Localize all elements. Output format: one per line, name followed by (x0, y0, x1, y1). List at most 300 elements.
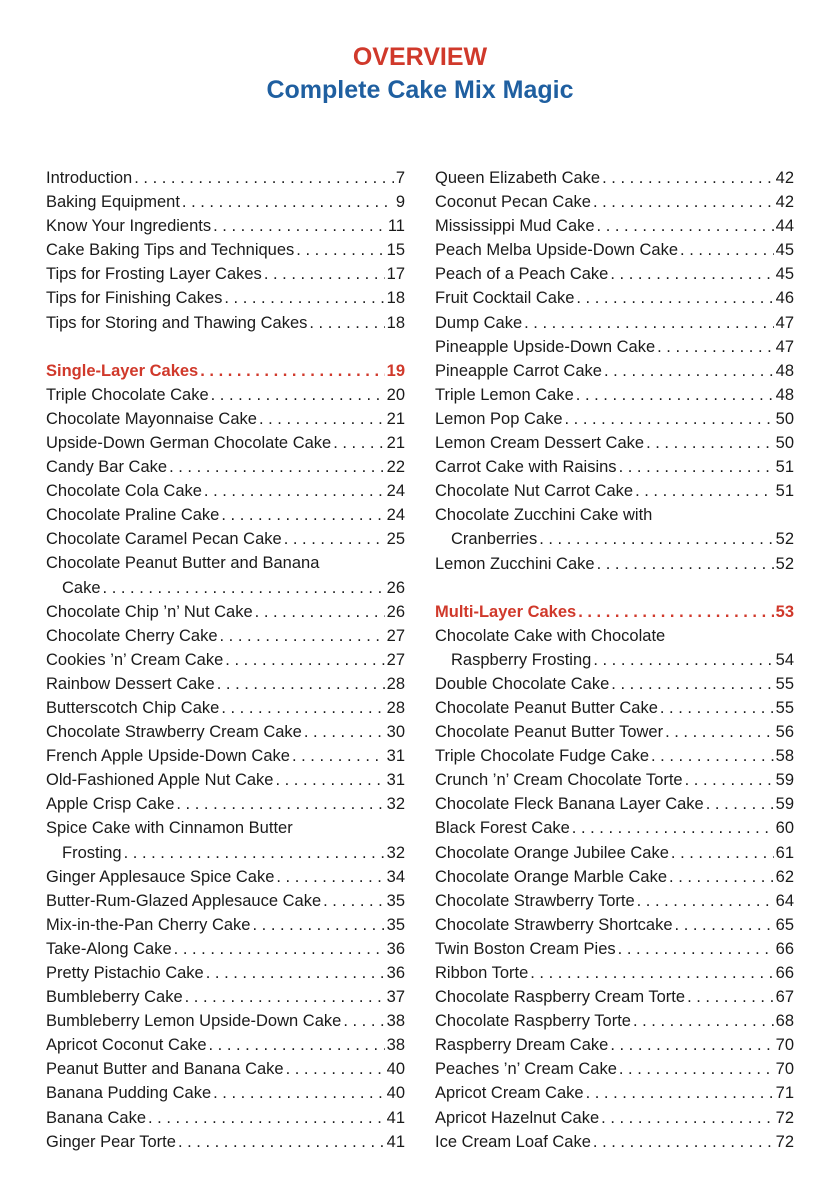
dot-leader (221, 503, 384, 527)
toc-page-number: 58 (775, 747, 794, 766)
toc-entry-title: Pineapple Upside-Down Cake (435, 337, 656, 356)
toc-entry-title: Apricot Hazelnut Cake (435, 1108, 600, 1127)
toc-page-number: 7 (395, 169, 405, 187)
toc-page-number: 21 (386, 433, 405, 452)
toc-entry-row (46, 431, 405, 455)
toc-page-number: 62 (775, 867, 794, 886)
toc-entry-title: Black Forest Cake (435, 819, 570, 838)
toc-entry-title: Chocolate Orange Marble Cake (435, 867, 668, 886)
toc-page-number: 50 (775, 434, 794, 453)
toc-entry (435, 335, 794, 359)
toc-page-number: 72 (775, 1132, 794, 1151)
toc-entry (46, 166, 405, 190)
toc-entry-title: Queen Elizabeth Cake (435, 169, 601, 187)
toc-page-number: 36 (386, 964, 405, 982)
toc-page-number: 18 (386, 313, 405, 332)
toc-entry-title: Butterscotch Chip Cake (46, 698, 220, 717)
toc-entry-title: Chocolate Orange Jubilee Cake (435, 843, 669, 862)
dot-leader (530, 961, 773, 985)
toc-entry-row (435, 407, 794, 431)
toc-entry-title: Cake (62, 578, 101, 597)
toc-entry-row (46, 1106, 405, 1130)
toc-page-number: 27 (386, 650, 405, 669)
toc-entry-title: Ribbon Torte (435, 964, 529, 982)
toc-page-number: 47 (775, 337, 794, 356)
dot-leader (292, 744, 385, 768)
toc-entry (46, 1130, 405, 1154)
toc-entry-row (435, 744, 794, 768)
dot-leader (524, 311, 774, 335)
toc-entry-title: Chocolate Mayonnaise Cake (46, 409, 257, 428)
toc-entry-row (46, 311, 405, 335)
dot-leader (275, 768, 384, 792)
dot-leader (610, 1033, 773, 1057)
toc-entry-row (46, 913, 405, 937)
toc-page-number: 30 (386, 723, 405, 742)
toc-entry (435, 431, 794, 455)
toc-entry-title: Chocolate Raspberry Torte (435, 1012, 631, 1031)
dot-leader (597, 552, 774, 576)
toc-entry (435, 455, 794, 479)
toc-entry-row (435, 985, 794, 1009)
section-spacer (435, 576, 794, 600)
toc-entry (46, 214, 405, 238)
toc-page-number: 65 (775, 915, 794, 934)
toc-page-number: 42 (775, 169, 794, 187)
toc-page-number: 26 (386, 578, 405, 597)
toc-entry (46, 600, 405, 624)
toc-entry (46, 311, 405, 335)
toc-entry-row (46, 1081, 405, 1105)
toc-entry-title: Tips for Frosting Layer Cakes (46, 265, 262, 284)
toc-entry-title: Take-Along Cake (46, 939, 172, 958)
toc-entry-title: Twin Boston Cream Pies (435, 939, 616, 958)
toc-entry-title: Bumbleberry Cake (46, 988, 183, 1007)
toc-entry (46, 551, 405, 599)
toc-entry-row (46, 744, 405, 768)
dot-leader (206, 961, 385, 985)
toc-entry-row (46, 841, 405, 865)
dot-leader (225, 648, 384, 672)
toc-entry-row (435, 792, 794, 816)
toc-entry-title: Pineapple Carrot Cake (435, 361, 602, 380)
dot-leader (593, 1130, 774, 1154)
toc-entry (46, 1081, 405, 1105)
toc-page-number: 18 (386, 289, 405, 308)
dot-leader (185, 985, 385, 1009)
toc-entry (46, 1033, 405, 1057)
dot-leader (633, 1009, 774, 1033)
toc-entry-title: Fruit Cocktail Cake (435, 289, 575, 308)
toc-entry-title: French Apple Upside-Down Cake (46, 747, 290, 766)
toc-page-number: 17 (386, 265, 405, 284)
toc-page-number: 47 (775, 313, 794, 332)
dot-leader (610, 262, 773, 286)
toc-entry-row (435, 1130, 794, 1154)
toc-entry (435, 744, 794, 768)
dot-leader (671, 841, 774, 865)
toc-page-number: 40 (386, 1084, 405, 1103)
toc-right-column (435, 166, 794, 1154)
dot-leader (637, 889, 774, 913)
toc-entry-row (435, 166, 794, 190)
dot-leader (618, 937, 774, 961)
dot-leader (669, 865, 774, 889)
dot-leader (309, 311, 384, 335)
toc-entry-title: Rainbow Dessert Cake (46, 674, 215, 693)
toc-entry (46, 624, 405, 648)
toc-entry (435, 696, 794, 720)
toc-entry-title: Pretty Pistachio Cake (46, 964, 204, 982)
dot-leader (252, 913, 384, 937)
toc-entry-title: Carrot Cake with Raisins (435, 458, 617, 477)
toc-page-number: 68 (775, 1012, 794, 1031)
toc-entry-title-line1: Spice Cake with Cinnamon Butter (46, 819, 293, 838)
toc-entry (435, 166, 794, 190)
toc-entry (46, 262, 405, 286)
toc-entry (435, 1033, 794, 1057)
dot-leader (619, 455, 774, 479)
dot-leader (685, 768, 774, 792)
toc-entry (46, 479, 405, 503)
toc-entry-row (435, 455, 794, 479)
toc-entry-title: Chocolate Raspberry Cream Torte (435, 988, 686, 1007)
toc-entry-row (435, 865, 794, 889)
toc-page-number: 52 (775, 530, 794, 549)
toc-entry (46, 407, 405, 431)
toc-entry-row (435, 238, 794, 262)
toc-entry-row (435, 1081, 794, 1105)
toc-page-number: 48 (775, 361, 794, 380)
toc-entry-title: Old-Fashioned Apple Nut Cake (46, 771, 274, 790)
toc-page-number: 9 (395, 193, 405, 212)
dot-leader (178, 1130, 385, 1154)
toc-entry-row (435, 311, 794, 335)
toc-entry-row (435, 768, 794, 792)
toc-entry-title: Chocolate Praline Cake (46, 506, 220, 525)
dot-leader (148, 1106, 385, 1130)
dot-leader (657, 335, 774, 359)
toc-entry-title: Chocolate Peanut Butter Tower (435, 723, 664, 742)
toc-page-number: 71 (775, 1084, 794, 1103)
dot-leader (200, 359, 384, 383)
dot-leader (217, 672, 385, 696)
dot-leader (213, 1081, 385, 1105)
toc-page-number: 11 (387, 217, 405, 236)
toc-page-number: 32 (386, 795, 405, 814)
toc-page-number: 70 (775, 1036, 794, 1055)
toc-page-number: 41 (386, 1108, 405, 1127)
dot-leader (675, 913, 774, 937)
dot-leader (665, 720, 774, 744)
toc-entry-title: Chocolate Peanut Butter Cake (435, 698, 658, 717)
toc-page-number: 21 (386, 409, 405, 428)
toc-entry-row (435, 672, 794, 696)
toc-entry-title: Tips for Finishing Cakes (46, 289, 223, 308)
toc-entry-row (435, 961, 794, 985)
toc-entry (46, 286, 405, 310)
toc-entry (435, 816, 794, 840)
dot-leader (604, 359, 774, 383)
toc-entry-title: Chocolate Nut Carrot Cake (435, 482, 634, 501)
dot-leader (182, 190, 394, 214)
toc-page-number: 37 (386, 988, 405, 1007)
toc-page-number: 53 (775, 602, 794, 621)
toc-entry-row (46, 1033, 405, 1057)
toc-entry (46, 1106, 405, 1130)
dot-leader (224, 286, 384, 310)
dot-leader (578, 600, 773, 624)
toc-entry-row (46, 479, 405, 503)
toc-entry-title-line1: Chocolate Cake with Chocolate (435, 626, 666, 645)
toc-page-number: 55 (775, 698, 794, 717)
toc-page-number: 51 (775, 458, 794, 477)
toc-entry-row (46, 455, 405, 479)
toc-entry (46, 816, 405, 864)
toc-entry-row (46, 527, 405, 551)
toc-entry-title: Chocolate Fleck Banana Layer Cake (435, 795, 704, 814)
toc-entry-row (46, 792, 405, 816)
toc-page-number: 24 (386, 506, 405, 525)
toc-entry-row (435, 1009, 794, 1033)
toc-entry-title: Candy Bar Cake (46, 458, 168, 477)
toc-page-number: 60 (775, 819, 794, 838)
toc-entry-row (46, 214, 405, 238)
toc-page-number: 28 (386, 698, 405, 717)
toc-entry-row (435, 1033, 794, 1057)
toc-page-number: 56 (775, 723, 794, 742)
dot-leader (593, 648, 773, 672)
dot-leader (586, 1081, 774, 1105)
toc-page-number: 36 (386, 939, 405, 958)
toc-entry-title: Frosting (62, 843, 122, 862)
dot-leader (619, 1057, 774, 1081)
toc-entry-row (46, 383, 405, 407)
toc-entry-row (46, 503, 405, 527)
toc-page-number: 45 (775, 241, 794, 260)
toc-entry-row (46, 600, 405, 624)
toc-entry-row (435, 1057, 794, 1081)
toc-entry (46, 744, 405, 768)
toc-page-number: 67 (775, 988, 794, 1007)
dot-leader (264, 262, 385, 286)
toc-entry-title: Multi-Layer Cakes (435, 602, 577, 621)
dot-leader (601, 1106, 773, 1130)
toc-entry (435, 238, 794, 262)
toc-entry-row (435, 1106, 794, 1130)
toc-entry-title: Coconut Pecan Cake (435, 193, 591, 212)
toc-entry-title: Ginger Pear Torte (46, 1132, 176, 1151)
toc-entry-title: Lemon Pop Cake (435, 409, 563, 428)
toc-page-number: 25 (386, 530, 405, 549)
toc-page-number: 59 (775, 771, 794, 790)
toc-entry-row (435, 816, 794, 840)
dot-leader (169, 455, 385, 479)
toc-entry (435, 985, 794, 1009)
dot-leader (103, 576, 385, 600)
dot-leader (304, 720, 385, 744)
toc-entry (46, 672, 405, 696)
toc-entry (435, 407, 794, 431)
toc-entry-row (46, 720, 405, 744)
toc-page-number: 59 (775, 795, 794, 814)
toc-entry-title: Chocolate Cherry Cake (46, 626, 218, 645)
toc-entry-title: Chocolate Caramel Pecan Cake (46, 530, 282, 549)
toc-entry (46, 865, 405, 889)
toc-entry-row (435, 600, 794, 624)
toc-entry (46, 648, 405, 672)
toc-entry-title-line1: Chocolate Peanut Butter and Banana (46, 554, 320, 573)
dot-leader (134, 166, 394, 190)
toc-entry-title: Cake Baking Tips and Techniques (46, 241, 295, 260)
page-header (0, 40, 840, 106)
toc-entry-title: Peaches ’n’ Cream Cake (435, 1060, 617, 1079)
toc-entry (435, 672, 794, 696)
toc-entry (435, 1130, 794, 1154)
dot-leader (651, 744, 774, 768)
toc-entry-title: Chocolate Strawberry Shortcake (435, 915, 673, 934)
toc-entry (435, 286, 794, 310)
toc-entry (46, 985, 405, 1009)
dot-leader (611, 672, 773, 696)
toc-entry-row (46, 937, 405, 961)
toc-entry-row (435, 335, 794, 359)
toc-entry-row (435, 696, 794, 720)
toc-entry-title: Mix-in-the-Pan Cherry Cake (46, 915, 251, 934)
toc-entry (435, 792, 794, 816)
dot-leader (539, 527, 773, 551)
dot-leader (646, 431, 774, 455)
toc-entry-row (46, 286, 405, 310)
toc-entry (435, 479, 794, 503)
toc-entry-title: Apple Crisp Cake (46, 795, 175, 814)
toc-entry (46, 720, 405, 744)
toc-entry (46, 238, 405, 262)
toc-page-number: 70 (775, 1060, 794, 1079)
dot-leader (565, 407, 774, 431)
toc-entry-title: Cranberries (451, 530, 538, 549)
toc-page-number: 28 (386, 674, 405, 693)
toc-entry-title: Mississippi Mud Cake (435, 217, 595, 236)
toc-entry-row (435, 286, 794, 310)
toc-entry (435, 768, 794, 792)
toc-entry (46, 190, 405, 214)
toc-entry-row (435, 431, 794, 455)
toc-entry-row (435, 889, 794, 913)
toc-entry-title: Introduction (46, 169, 133, 187)
toc-entry (435, 383, 794, 407)
toc-entry (435, 865, 794, 889)
page-title: Complete Cake Mix Magic (266, 76, 574, 104)
toc-page-number: 52 (775, 554, 794, 573)
toc-page-number: 51 (775, 482, 794, 501)
toc-entry-row (46, 672, 405, 696)
toc-entry (46, 503, 405, 527)
toc-entry (46, 431, 405, 455)
toc-entry-title: Single-Layer Cakes (46, 361, 199, 380)
dot-leader (259, 407, 385, 431)
toc-entry (46, 527, 405, 551)
toc-entry-title: Double Chocolate Cake (435, 674, 610, 693)
toc-entry-title: Butter-Rum-Glazed Applesauce Cake (46, 891, 322, 910)
toc-entry-title: Raspberry Dream Cake (435, 1036, 609, 1055)
dot-leader (597, 214, 774, 238)
toc-page-number: 15 (386, 241, 405, 260)
dot-leader (174, 937, 385, 961)
toc-page-number: 40 (386, 1060, 405, 1079)
dot-leader (284, 527, 385, 551)
toc-page-number: 66 (775, 939, 794, 958)
toc-page-number: 48 (775, 385, 794, 404)
toc-entry-row (435, 190, 794, 214)
toc-entry-row (46, 648, 405, 672)
toc-entry-title: Peach Melba Upside-Down Cake (435, 241, 679, 260)
section-spacer (46, 335, 405, 359)
toc-entry-title: Triple Chocolate Cake (46, 385, 209, 404)
toc-entry (46, 383, 405, 407)
toc-section-heading (46, 359, 405, 383)
toc-entry-row (435, 913, 794, 937)
toc-entry (46, 961, 405, 985)
dot-leader (209, 1033, 385, 1057)
toc-entry-row (46, 262, 405, 286)
dot-leader (706, 792, 774, 816)
toc-page-number: 44 (775, 217, 794, 236)
toc-entry-title: Raspberry Frosting (451, 650, 592, 669)
dot-leader (204, 479, 385, 503)
toc-entry-title: Chocolate Cola Cake (46, 482, 202, 501)
dot-leader (660, 696, 774, 720)
dot-leader (220, 624, 385, 648)
toc-entry-row (46, 1009, 405, 1033)
toc-entry (435, 937, 794, 961)
toc-entry (435, 503, 794, 551)
toc-entry-title: Cookies ’n’ Cream Cake (46, 650, 224, 669)
dot-leader (255, 600, 385, 624)
toc-entry-row (46, 624, 405, 648)
toc-entry (435, 913, 794, 937)
overview-label: OVERVIEW (352, 43, 488, 71)
toc-entry-title: Crunch ’n’ Cream Chocolate Torte (435, 771, 683, 790)
toc-entry (46, 455, 405, 479)
toc-entry-row (46, 961, 405, 985)
toc-page-number: 31 (386, 747, 405, 766)
dot-leader (572, 816, 774, 840)
dot-leader (296, 238, 384, 262)
toc-entry (435, 889, 794, 913)
dot-leader (602, 166, 774, 190)
dot-leader (635, 479, 774, 503)
toc-entry-row (46, 407, 405, 431)
toc-entry-title: Baking Equipment (46, 193, 180, 212)
toc-entry-row (46, 768, 405, 792)
toc-entry-title: Chocolate Chip ’n’ Nut Cake (46, 602, 253, 621)
toc-entry-row (435, 262, 794, 286)
toc-section-heading (435, 600, 794, 624)
toc-entry-row (435, 479, 794, 503)
toc-entry-row (435, 383, 794, 407)
toc-entry-title: Tips for Storing and Thawing Cakes (46, 313, 308, 332)
toc-entry (46, 889, 405, 913)
toc-page-number: 41 (386, 1132, 405, 1151)
toc-entry-row (435, 648, 794, 672)
toc-entry (46, 1009, 405, 1033)
toc-page-number: 42 (775, 193, 794, 212)
toc-entry-title: Banana Pudding Cake (46, 1084, 212, 1103)
toc-entry-row (435, 527, 794, 551)
toc-entry-title-line1: Chocolate Zucchini Cake with (435, 506, 653, 525)
toc-entry-row (46, 238, 405, 262)
